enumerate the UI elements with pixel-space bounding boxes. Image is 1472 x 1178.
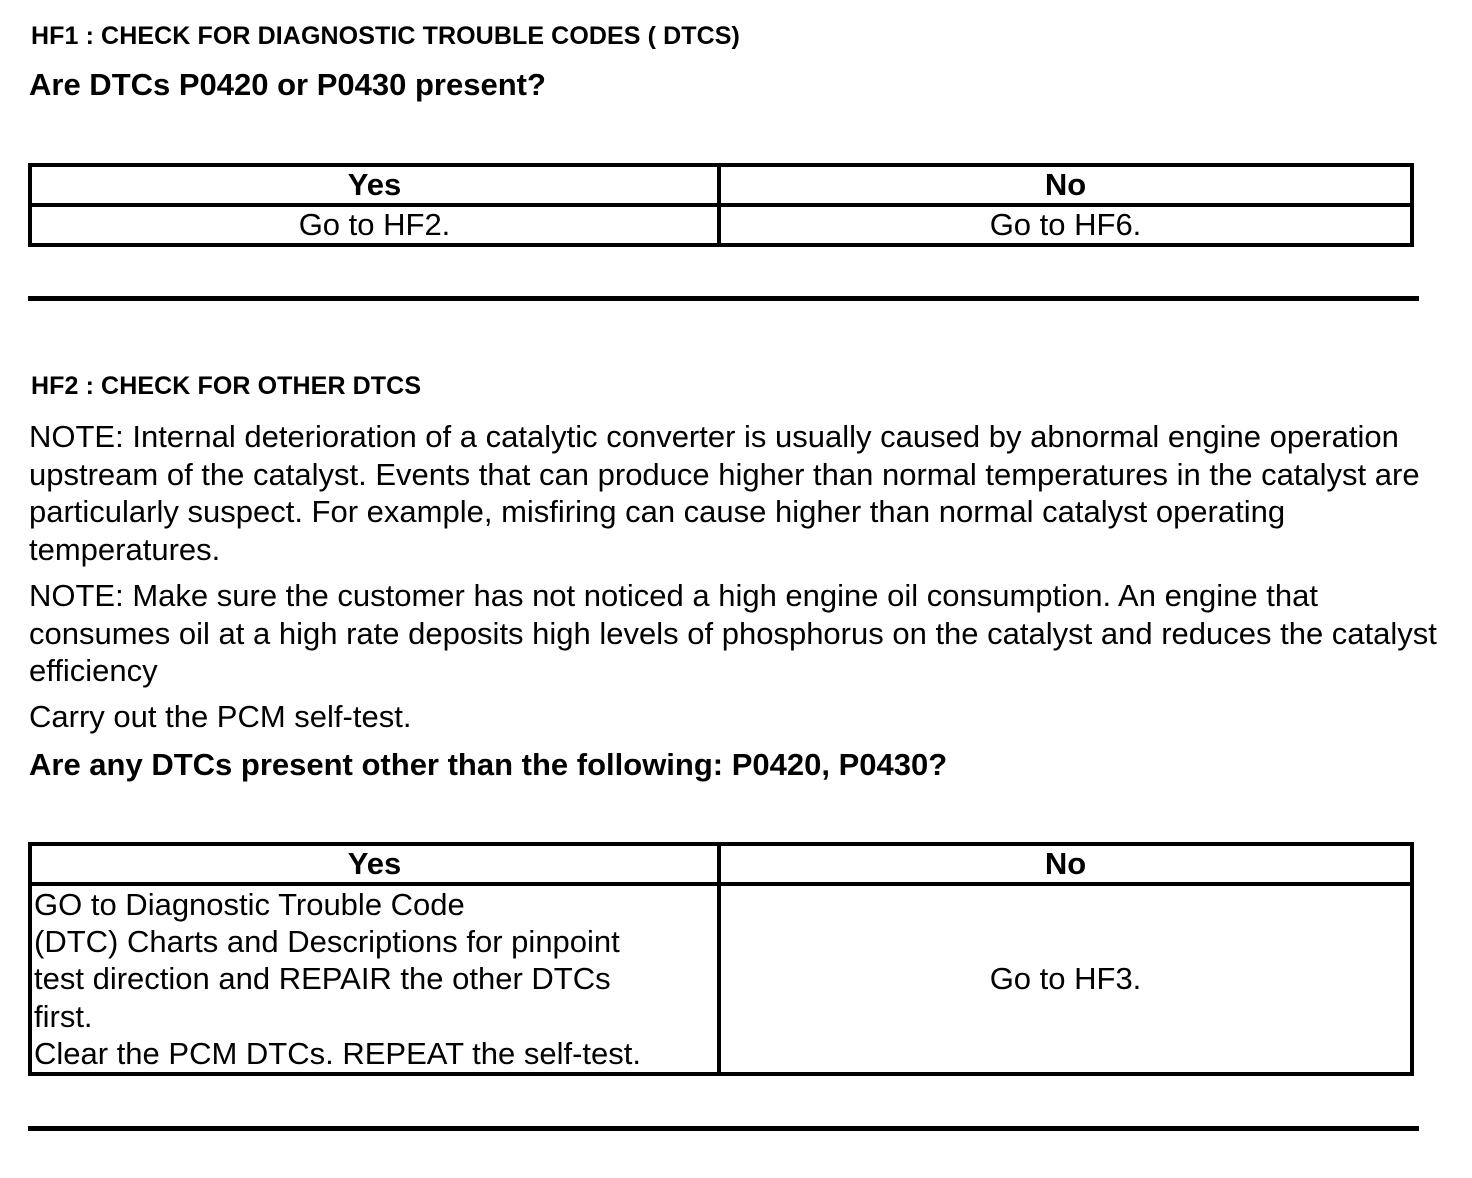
step-hf1-answer-table: [28, 163, 1414, 247]
section-divider: [28, 296, 1419, 301]
table-row: [30, 884, 1412, 1074]
yes-action-cell: Go to HF2.: [30, 205, 719, 245]
table-header-row: [30, 165, 1412, 205]
yes-column-header: Yes: [30, 165, 719, 205]
no-action-cell: Go to HF3.: [719, 884, 1412, 1074]
step-hf1-question: Are DTCs P0420 or P0430 present?: [29, 67, 546, 102]
step-hf2-note-catalyst-deterioration: NOTE: Internal deterioration of a catalytic converter is usually caused by abnormal engine operation upstream of the catalyst. Events that can produce higher than normal temperatures in the catalyst are particularly suspect. For example, misfiring can cause higher than normal catalyst operating temperatures.: [29, 419, 1420, 567]
no-column-header: No: [719, 844, 1412, 884]
yes-column-header: Yes: [30, 844, 719, 884]
step-hf2-question: Are any DTCs present other than the following: P0420, P0430?: [29, 747, 948, 782]
step-hf2-heading: HF2 : CHECK FOR OTHER DTCS: [31, 372, 422, 400]
section-divider: [28, 1126, 1419, 1131]
no-column-header: No: [719, 165, 1412, 205]
table-header-row: [30, 844, 1412, 884]
step-hf2-note-oil-consumption: NOTE: Make sure the customer has not noticed a high engine oil consumption. An engine that consumes oil at a high rate deposits high levels of phosphorus on the catalyst and reduces the catalyst efficiency: [29, 578, 1437, 689]
yes-action-cell: GO to Diagnostic Trouble Code (DTC) Charts and Descriptions for pinpoint test direction and REPAIR the other DTCs first. Clear the PCM DTCs. REPEAT the self-test.: [30, 884, 719, 1074]
table-row: [30, 205, 1412, 245]
step-hf1-heading: HF1 : CHECK FOR DIAGNOSTIC TROUBLE CODES ( DTCS): [31, 22, 740, 50]
step-hf2-instruction: Carry out the PCM self-test.: [29, 699, 412, 734]
step-hf2-answer-table: [28, 842, 1414, 1076]
no-action-cell: Go to HF6.: [719, 205, 1412, 245]
